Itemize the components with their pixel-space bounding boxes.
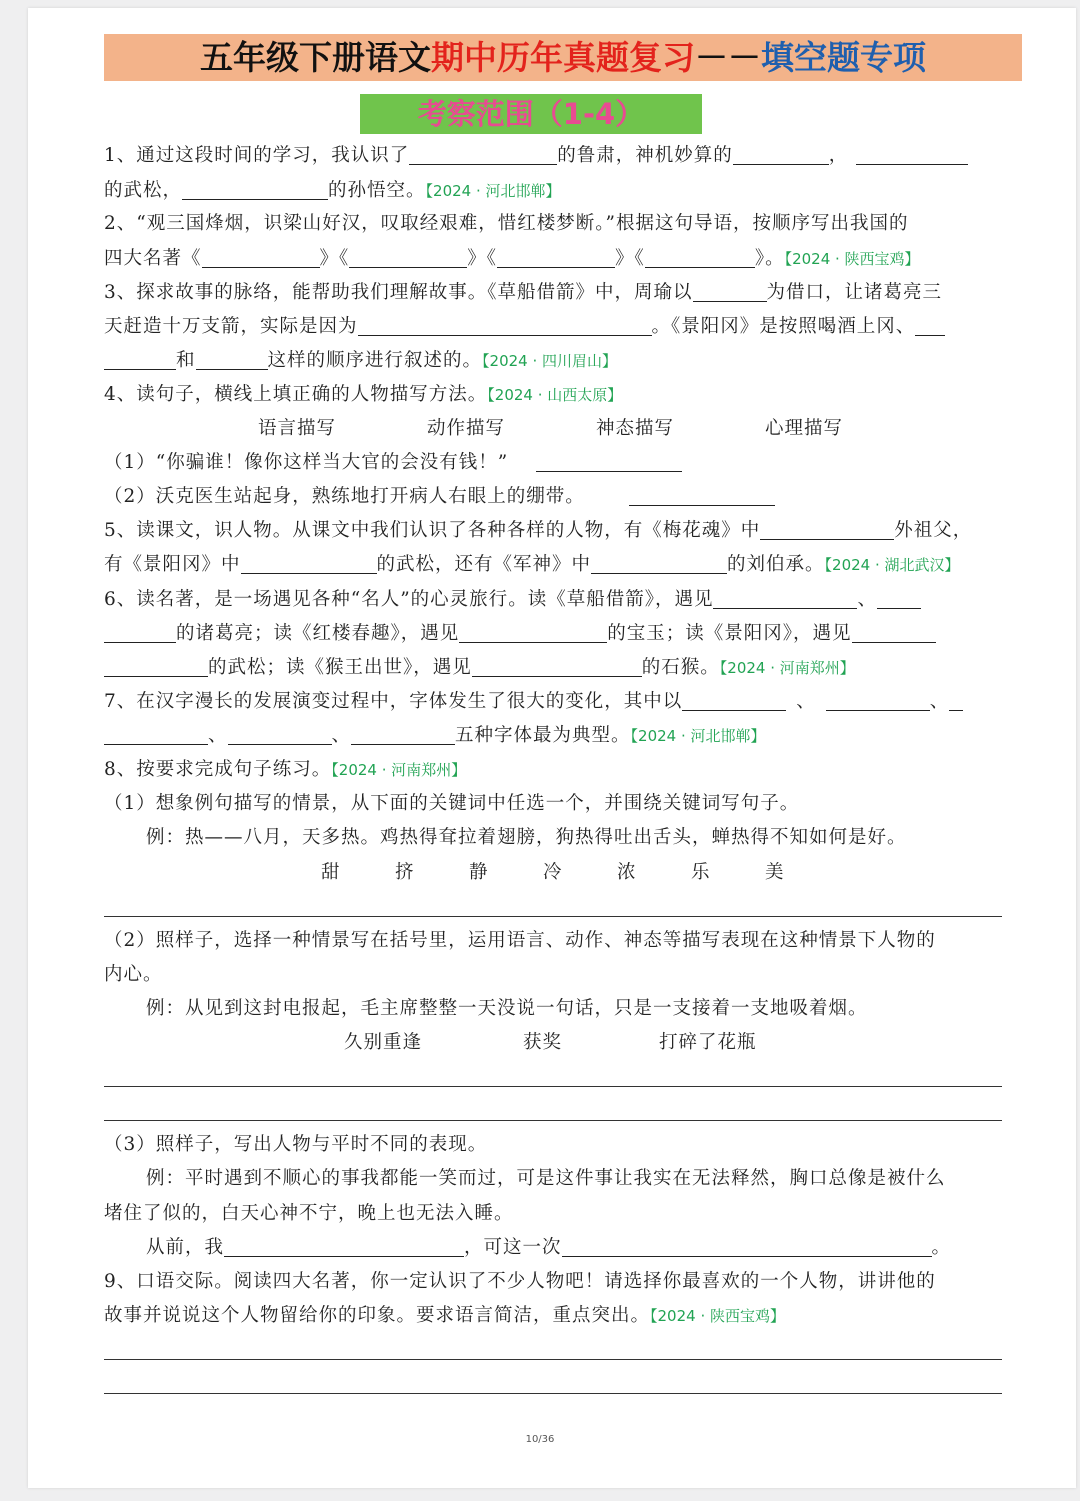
q2-blank-2[interactable] (349, 245, 467, 268)
question-7: 7、在汉字漫长的发展演变过程中，字体发生了很大的变化，其中以 、 、 (104, 685, 963, 719)
q6-blank-3[interactable] (459, 620, 607, 643)
q6-blank-5[interactable] (472, 654, 642, 677)
q5-blank-3[interactable] (591, 551, 727, 574)
option-psychology: 心理描写 (765, 418, 844, 439)
question-8-part-3-example: 例：平时遇到不顺心的事我都能一笑而过，可是这件事让我实在无法释然，胸口总像是被什么 (146, 1168, 946, 1189)
scenario: 久别重逢 (344, 1032, 423, 1053)
q5-blank-1[interactable] (760, 517, 894, 540)
q6-blank-2b[interactable] (104, 620, 176, 643)
question-1-cont: 的武松， 的孙悟空。【2024 · 河北邯郸】 (104, 174, 561, 208)
answer-line[interactable] (104, 1359, 1002, 1360)
keyword: 冷 (543, 862, 563, 883)
title-part-topic: 填空题专项 (761, 38, 926, 77)
q5-blank-2[interactable] (241, 551, 377, 574)
answer-line[interactable] (104, 1393, 1002, 1394)
question-8-part-2-cont: 内心。 (104, 964, 163, 985)
q1-blank-3[interactable] (856, 142, 968, 165)
q3-blank-3b[interactable] (104, 347, 176, 370)
question-8-part-2-example: 例：从见到这封电报起，毛主席整整一天没说一句话，只是一支接着一支地吸着烟。 (146, 998, 868, 1019)
source-tag: 【2024 · 河南郑州】 (331, 761, 467, 779)
q7-blank-5[interactable] (351, 722, 455, 745)
q8-blank-2[interactable] (562, 1234, 932, 1257)
scope-label: 考察范围（1-4） (360, 94, 702, 134)
question-8-part-1: （1）想象例句描写的情景，从下面的关键词中任选一个，并围绕关键词写句子。 (104, 793, 800, 814)
option-language: 语言描写 (258, 418, 337, 439)
q1-blank-1[interactable] (409, 142, 557, 165)
keyword: 甜 (321, 862, 341, 883)
q4-blank-1[interactable] (536, 449, 682, 472)
question-3: 3、探求故事的脉络，能帮助我们理解故事。《草船借箭》中，周瑜以 为借口，让诸葛亮三 (104, 276, 942, 310)
answer-line[interactable] (104, 1120, 1002, 1121)
q2-blank-3[interactable] (497, 245, 615, 268)
q7-blank-3[interactable] (949, 688, 963, 711)
q7-blank-2[interactable] (826, 688, 930, 711)
q1-blank-2[interactable] (733, 142, 829, 165)
question-8-part-3: （3）照样子，写出人物与平时不同的表现。 (104, 1134, 488, 1155)
answer-line[interactable] (104, 916, 1002, 917)
source-tag: 【2024 · 河北邯郸】 (630, 727, 766, 745)
question-6-cont2: 的武松；读《猴王出世》，遇见 的石猴。【2024 · 河南郑州】 (104, 651, 855, 685)
keyword: 挤 (395, 862, 415, 883)
option-expression: 神态描写 (596, 418, 675, 439)
question-2-cont: 四大名著《 》《 》《 》《 》。【2024 · 陕西宝鸡】 (104, 242, 920, 276)
question-8-part-1-example: 例：热——八月，天多热。鸡热得耷拉着翅膀，狗热得吐出舌头，蝉热得不知如何是好。 (146, 827, 907, 848)
source-tag: 【2024 · 河北邯郸】 (425, 182, 561, 200)
q6-blank-4b[interactable] (104, 654, 208, 677)
page-title (104, 34, 1022, 81)
keyword: 浓 (617, 862, 637, 883)
question-4: 4、读句子，横线上填正确的人物描写方法。【2024 · 山西太原】 (104, 384, 623, 405)
title-part-review: 期中历年真题复习 (431, 38, 695, 77)
question-5-cont: 有《景阳冈》中 的武松，还有《军神》中 的刘伯承。【2024 · 湖北武汉】 (104, 548, 960, 582)
question-8-part-3-fill: 从前，我 ，可这一次 。 (146, 1231, 951, 1265)
option-action: 动作描写 (427, 418, 506, 439)
q6-blank-1[interactable] (713, 586, 857, 609)
title-part-grade: 五年级下册语文 (200, 38, 431, 77)
question-3-cont2: 和 这样的顺序进行叙述的。【2024 · 四川眉山】 (104, 344, 617, 378)
q2-blank-1[interactable] (202, 245, 320, 268)
source-tag: 【2024 · 湖北武汉】 (824, 556, 960, 574)
keyword: 静 (469, 862, 489, 883)
answer-line[interactable] (104, 1086, 1002, 1087)
q7-blank-4[interactable] (228, 722, 332, 745)
q2-blank-4[interactable] (645, 245, 755, 268)
source-tag: 【2024 · 陕西宝鸡】 (650, 1307, 785, 1325)
question-7-cont: 、 、 五种字体最为典型。【2024 · 河北邯郸】 (104, 719, 766, 753)
q3-blank-4[interactable] (196, 347, 268, 370)
question-4-sentence-2: （2）沃克医生站起身，熟练地打开病人右眼上的绷带。 (104, 480, 775, 514)
page-number: 10/36 (525, 1434, 555, 1445)
question-8-part-3-example-cont: 堵住了似的，白天心神不宁，晚上也无法入睡。 (104, 1203, 514, 1224)
q3-blank-3[interactable] (915, 313, 945, 336)
question-9: 9、口语交际。阅读四大名著，你一定认识了不少人物吧！请选择你最喜欢的一个人物，讲讲他的 (104, 1271, 936, 1292)
question-8-part-2: （2）照样子，选择一种情景写在括号里，运用语言、动作、神态等描写表现在这种情景下人物的 (104, 930, 936, 951)
q7-blank-1[interactable] (682, 688, 786, 711)
source-tag: 【2024 · 河南郑州】 (719, 659, 855, 677)
source-tag: 【2024 · 陕西宝鸡】 (784, 250, 920, 268)
question-3-cont: 天赶造十万支箭，实际是因为 。《景阳冈》是按照喝酒上冈、 (104, 310, 945, 344)
question-4-sentence-1: （1）“你骗谁！像你这样当大官的会没有钱！” (104, 446, 682, 480)
question-1: 1、通过这段时间的学习，我认识了 的鲁肃，神机妙算的 ， (104, 139, 968, 173)
source-tag: 【2024 · 山西太原】 (487, 386, 623, 404)
q3-blank-1[interactable] (693, 279, 767, 302)
q8-blank-1[interactable] (224, 1234, 464, 1257)
question-2: 2、“观三国烽烟，识梁山好汉，叹取经艰难，惜红楼梦断。”根据这句导语，按顺序写出我国的 (104, 213, 909, 234)
q4-blank-2[interactable] (629, 483, 775, 506)
q1-blank-4[interactable] (182, 177, 328, 200)
question-6-cont: 的诸葛亮；读《红楼春趣》，遇见 的宝玉；读《景阳冈》，遇见 (104, 617, 936, 651)
scenario: 打碎了花瓶 (659, 1032, 757, 1053)
q7-blank-3b[interactable] (104, 722, 208, 745)
q6-blank-4[interactable] (852, 620, 936, 643)
scenario: 获奖 (523, 1032, 563, 1053)
q6-blank-2[interactable] (877, 586, 921, 609)
keyword: 乐 (691, 862, 711, 883)
question-5: 5、读课文，识人物。从课文中我们认识了各种各样的人物，有《梅花魂》中 外祖父， (104, 514, 972, 548)
question-8: 8、按要求完成句子练习。【2024 · 河南郑州】 (104, 759, 467, 780)
title-dash: －－ (695, 38, 761, 77)
question-9-cont: 故事并说说这个人物留给你的印象。要求语言简洁，重点突出。【2024 · 陕西宝鸡】 (104, 1305, 785, 1326)
question-6: 6、读名著，是一场遇见各种“名人”的心灵旅行。读《草船借箭》，遇见 、 (104, 583, 921, 617)
q3-blank-2[interactable] (358, 313, 652, 336)
source-tag: 【2024 · 四川眉山】 (482, 352, 618, 370)
keyword: 美 (765, 862, 785, 883)
